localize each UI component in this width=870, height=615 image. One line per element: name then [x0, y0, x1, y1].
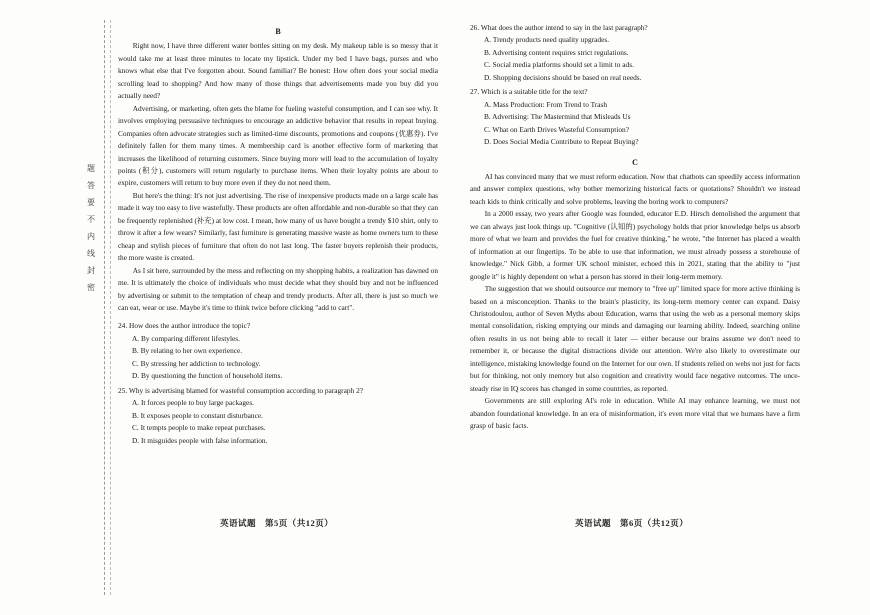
question-26 [470, 22, 800, 84]
answer-option: B. Advertising content requires strict regulations. [484, 47, 629, 57]
section-heading: C [632, 157, 638, 167]
passage-paragraph: As I sit here, surrounded by the mess and reflecting on my shopping habits, a realization has dawned on me. It is ultimately the choice of individuals who must decide what they should buy and not be influenced by advertising or submit to the temptation of cheap and trendy products. After all, there is just so much we can eat, wear or use. Maybe it's time to think twice before clicking "add to cart". [118, 265, 438, 312]
question-stem: 24. How does the author introduce the topic? [118, 321, 251, 331]
question-27 [470, 86, 800, 148]
answer-option: C. It tempts people to make repeat purchases. [132, 423, 266, 433]
cut-line [104, 20, 105, 595]
answer-option: D. It misguides people with false information. [132, 435, 268, 445]
passage-paragraph: But here's the thing: It's not just advertising. The rise of inexpensive products made on a large scale has made it way too easy to live wastefully. These products are often affordable and non-durable so that they can be frequently replenished (补充) at low cost. I mean, how many of us have bought a trendy $10 shirt, only to throw it after a few wears? Similarly, fast furniture is generating massive waste as home owners turn to these cheap and stylish pieces of furniture that often do not last long. The faster buyers replenish their products, the more waste is created. [118, 190, 438, 263]
binding-warning: 题 答 要 不 内 线 封 密 [87, 164, 95, 292]
question-stem: 26. What does the author intend to say in the last paragraph? [470, 23, 648, 32]
right-column [470, 20, 800, 433]
passage-paragraph: Governments are still exploring AI's role in education. While AI may enhance learning, we must not abandon foundational knowledge. In an era of misinformation, it's even more vital that we humans have a firm grasp of basic facts. [470, 396, 800, 431]
answer-option: B. By relating to her own experience. [132, 346, 243, 356]
section-heading: B [275, 27, 281, 36]
question-stem: 25. Why is advertising blamed for wasteful consumption according to paragraph 2? [118, 385, 363, 395]
binding-margin [0, 0, 118, 615]
cut-line-inner [110, 20, 111, 595]
answer-option: B. Advertising: The Mastermind that Misleads Us [484, 112, 631, 122]
passage-paragraph: In a 2000 essay, two years after Google was founded, educator E.D. Hirsch demolished the argument that we can always just look things up. "Cognitive (认知的) psychology holds that prior knowledge helps us absorb more of what we learn and provides the fuel for creative thinking," he wrote, "the Internet has placed a wealth of information at our fingertips. To be able to use that information, we must already possess a storehouse of knowledge." Nick Gibb, a former UK school minister, echoed this in 2021, stating that the ability to "just google it" is highly dependent on what a person has stored in their long-term memory. [470, 209, 800, 281]
answer-option: D. Does Social Media Contribute to Repeat Buying? [484, 137, 639, 147]
answer-option: C. What on Earth Drives Wasteful Consumption? [484, 124, 629, 134]
question-stem: 27. Which is a suitable title for the text? [470, 87, 588, 97]
answer-option: D. Shopping decisions should be based on real needs. [484, 72, 642, 82]
answer-option: D. By questioning the function of household items. [132, 371, 283, 381]
answer-option: A. It forces people to buy large packages. [132, 398, 255, 408]
answer-option: C. Social media platforms should set a limit to ads. [484, 60, 634, 70]
page-footer: 英语试题 第5页（共12页） [220, 518, 334, 528]
answer-option: A. Trendy products need quality upgrades. [484, 35, 610, 45]
answer-option: A. By comparing different lifestyles. [132, 333, 240, 343]
question-25 [118, 385, 438, 447]
passage-paragraph: Right now, I have three different water bottles sitting on my desk. My makeup table is so messy that it would take me at least three minutes to locate my lipstick. Under my bed I have bags, purses and who knows what else that I've forgotten about. Sound familiar? Be honest: How often does your social media scrolling lead to shopping? And how many of those things that advertisements made you buy did you actually need? [118, 41, 438, 101]
answer-option: C. By stressing her addiction to technology. [132, 358, 261, 368]
answer-option: B. It exposes people to constant disturbance. [132, 410, 263, 420]
answer-option: A. Mass Production: From Trend to Trash [484, 99, 608, 109]
page-footer: 英语试题 第6页（共12页） [575, 518, 689, 528]
passage-paragraph: The suggestion that we should outsource our memory to "free up" limited space for more active thinking is based on a misconception. Thanks to the brain's plasticity, its long-term memory center can expand. Daisy Christodoulou, author of Seven Myths about Education, warns that using the web as a personal memory skips mental consolidation, risking emptying our minds and damaging our learning ability. Indeed, searching online often results in us not being able to recall it later — either because our brains assume we don't need to remember it, or because the digital distractions divide our attention. We're also likely to overestimate our intelligence, mistaking knowledge found on the Internet for our own. If students relied on webs not just for facts but for thinking, not only memory but also cognition and creativity would face negative outcomes. The once-steady rise in IQ scores has changed in some countries, as reported. [470, 284, 800, 393]
passage-paragraph: AI has convinced many that we must reform education. Now that chatbots can speedily access information and answer complex questions, why bother memorizing historical facts or quotations? Shouldn't we instead teach kids to think critically and solve problems, leaving the boring work to computers? [470, 171, 800, 206]
question-24 [118, 320, 438, 382]
left-column [118, 26, 438, 447]
passage-paragraph: Advertising, or marketing, often gets the blame for fueling wasteful consumption, and I can see why. It involves employing persuasive techniques to encourage an addictive behavior that results in repeat buying. Companies often advocate strategies such as limited-time discounts, promotions and coupons (优惠券). I've definitely fallen for them many times. A membership card is another effective form of marketing that increases the likelihood of returning customers. Since buying more will lead to the accumulation of loyalty points (积分), customers will return regularly to purchase items. When their loyalty points are about to expire, customers will return to buy more even if they do not need them. [118, 103, 438, 188]
